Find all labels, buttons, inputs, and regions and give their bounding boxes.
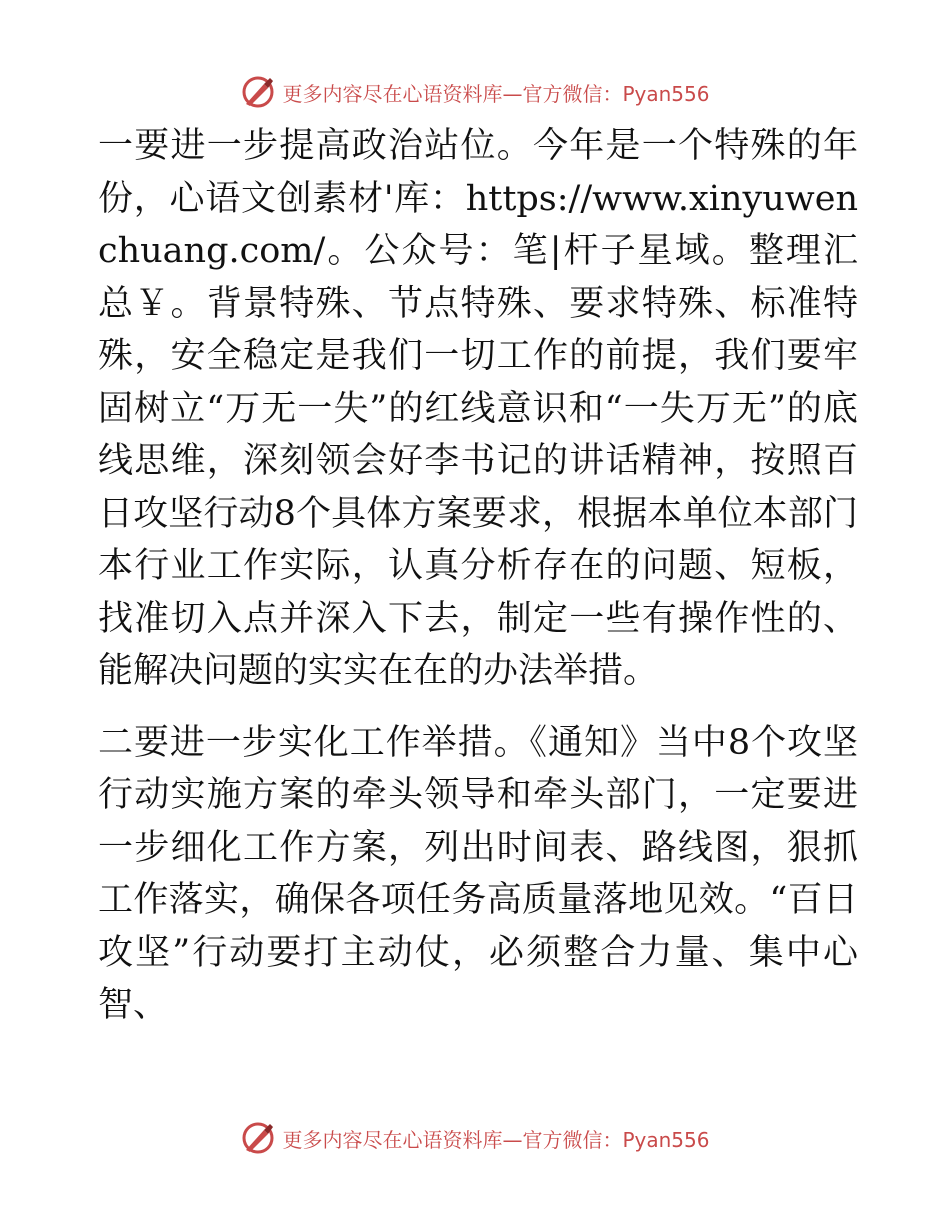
pen-logo-icon [240,1120,276,1156]
footer-banner [0,1118,950,1158]
header-banner [0,72,950,112]
header-banner-text: 更多内容尽在心语资料库—官方微信：Pyan556 [282,81,710,106]
footer-banner-text: 更多内容尽在心语资料库—官方微信：Pyan556 [282,1127,710,1152]
document-body [98,120,858,1032]
paragraph-2: 二要进一步实化工作举措。《通知》当中8个攻坚行动实施方案的牵头领导和牵头部门，一定要进一步细化工作方案，列出时间表、路线图，狠抓工作落实，确保各项任务高质量落地见效。“百日攻坚”行动要打主动仗，必须整合力量、集中心智、 [98,722,858,1025]
paragraph-1: 一要进一步提高政治站位。今年是一个特殊的年份，心语文创素材'库：https://www.xinyuwenchuang.com/。公众号：笔|杆子星域。整理汇总￥。背景特殊、节点特殊、要求特殊、标准特殊，安全稳定是我们一切工作的前提，我们要牢固树立“万无一失”的红线意识和“一失万无”的底线思维，深刻领会好李书记的讲话精神，按照百日攻坚行动8个具体方案要求，根据本单位本部门本行业工作实际，认真分析存在的问题、短板，找准切入点并深入下去，制定一些有操作性的、能解决问题的实实在在的办法举措。 [98,126,858,691]
pen-logo-icon [240,74,276,110]
